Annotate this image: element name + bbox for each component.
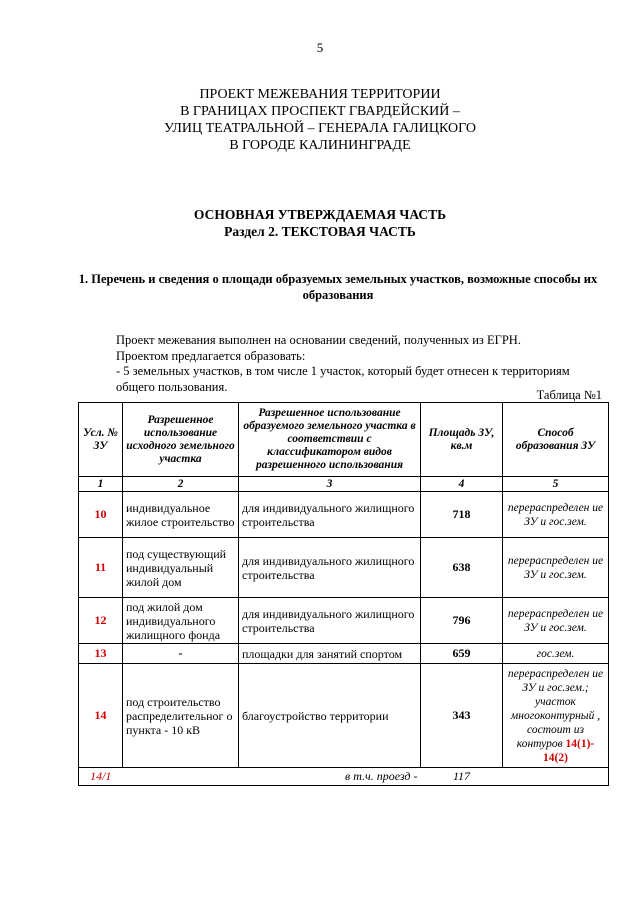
header-new-use: Разрешенное использование образуемого земельного участка в соответствии с классификатором видов разрешенного использования (239, 403, 421, 477)
subrow-empty (503, 768, 609, 786)
table-row (79, 664, 609, 768)
method: перераспределен ие ЗУ и гос.зем. (503, 598, 609, 644)
area: 343 (421, 664, 503, 768)
subrow-empty (123, 768, 239, 786)
plot-number: 13 (79, 644, 123, 664)
column-number: 1 (79, 477, 123, 492)
plot-number: 11 (79, 538, 123, 598)
source-use: под жилой дом индивидуального жилищного фонда (123, 598, 239, 644)
paragraph: Проектом предлагается образовать: (116, 348, 306, 363)
area: 638 (421, 538, 503, 598)
column-number: 5 (503, 477, 609, 492)
new-use: благоустройство территории (239, 664, 421, 768)
paragraph (78, 364, 608, 395)
new-use: для индивидуального жилищного строительства (239, 492, 421, 538)
main-heading: ОСНОВНАЯ УТВЕРЖДАЕМАЯ ЧАСТЬ (193, 207, 447, 222)
table-caption: Таблица №1 (536, 388, 602, 402)
subrow-area: 117 (421, 768, 503, 786)
plots-table (78, 402, 609, 786)
subrow-label: в т.ч. проезд - (239, 768, 421, 786)
area: 659 (421, 644, 503, 664)
column-number: 2 (123, 477, 239, 492)
new-use: для индивидуального жилищного строительства (239, 598, 421, 644)
page-number: 5 (316, 40, 324, 55)
plot-number: 14 (79, 664, 123, 768)
subrow (79, 768, 609, 786)
column-number: 3 (239, 477, 421, 492)
title-line: УЛИЦ ТЕАТРАЛЬНОЙ – ГЕНЕРАЛА ГАЛИЦКОГО (164, 121, 476, 136)
source-use: под существующий индивидуальный жилой дом (123, 538, 239, 598)
column-numbers-row (79, 477, 609, 492)
header-source-use: Разрешенное использование исходного земельного участка (123, 403, 239, 477)
area: 796 (421, 598, 503, 644)
body-text (78, 333, 608, 395)
header-method: Способ образования ЗУ (503, 403, 609, 477)
method: перераспределен ие ЗУ и гос.зем.; участок многоконтурный , состоит из контуров (507, 667, 604, 750)
new-use: для индивидуального жилищного строительства (239, 538, 421, 598)
header-area: Площадь ЗУ, кв.м (421, 403, 503, 477)
header-plot-number: Усл. № ЗУ (79, 403, 123, 477)
area: 718 (421, 492, 503, 538)
title-line: ПРОЕКТ МЕЖЕВАНИЯ ТЕРРИТОРИИ (199, 87, 441, 102)
source-use: - (123, 644, 239, 664)
main-heading-block (0, 206, 640, 240)
source-use: индивидуальное жилое строительство (123, 492, 239, 538)
section-title: Раздел 2. ТЕКСТОВАЯ ЧАСТЬ (224, 224, 416, 239)
plot-number: 10 (79, 492, 123, 538)
method: перераспределен ие ЗУ и гос.зем. (503, 492, 609, 538)
table-row (79, 644, 609, 664)
table-row (79, 538, 609, 598)
paragraph: Проект межевания выполнен на основании сведений, полученных из ЕГРН. (116, 333, 521, 347)
paragraph-text: - 5 земельных участков, в том числе 1 участок, который будет отнесен к территориям общего пользования. (116, 364, 570, 394)
title-line: В ГРАНИЦАХ ПРОСПЕКТ ГВАРДЕЙСКИЙ – (180, 104, 460, 119)
table-row (79, 492, 609, 538)
new-use: площадки для занятий спортом (239, 644, 421, 664)
method: гос.зем. (503, 644, 609, 664)
table-row (79, 598, 609, 644)
section-heading: 1. Перечень и сведения о площади образуемых земельных участков, возможные способы их образования (78, 272, 598, 302)
title-line: В ГОРОДЕ КАЛИНИНГРАДЕ (229, 138, 411, 153)
subrow-number: 14/1 (79, 768, 123, 786)
source-use: под строительство распределительног о пункта - 10 кВ (123, 664, 239, 768)
method-cell (503, 664, 609, 768)
plot-number: 12 (79, 598, 123, 644)
document-title (0, 86, 640, 154)
method-contours: 14(1)- 14(2) (543, 737, 595, 764)
column-number: 4 (421, 477, 503, 492)
method: перераспределен ие ЗУ и гос.зем. (503, 538, 609, 598)
